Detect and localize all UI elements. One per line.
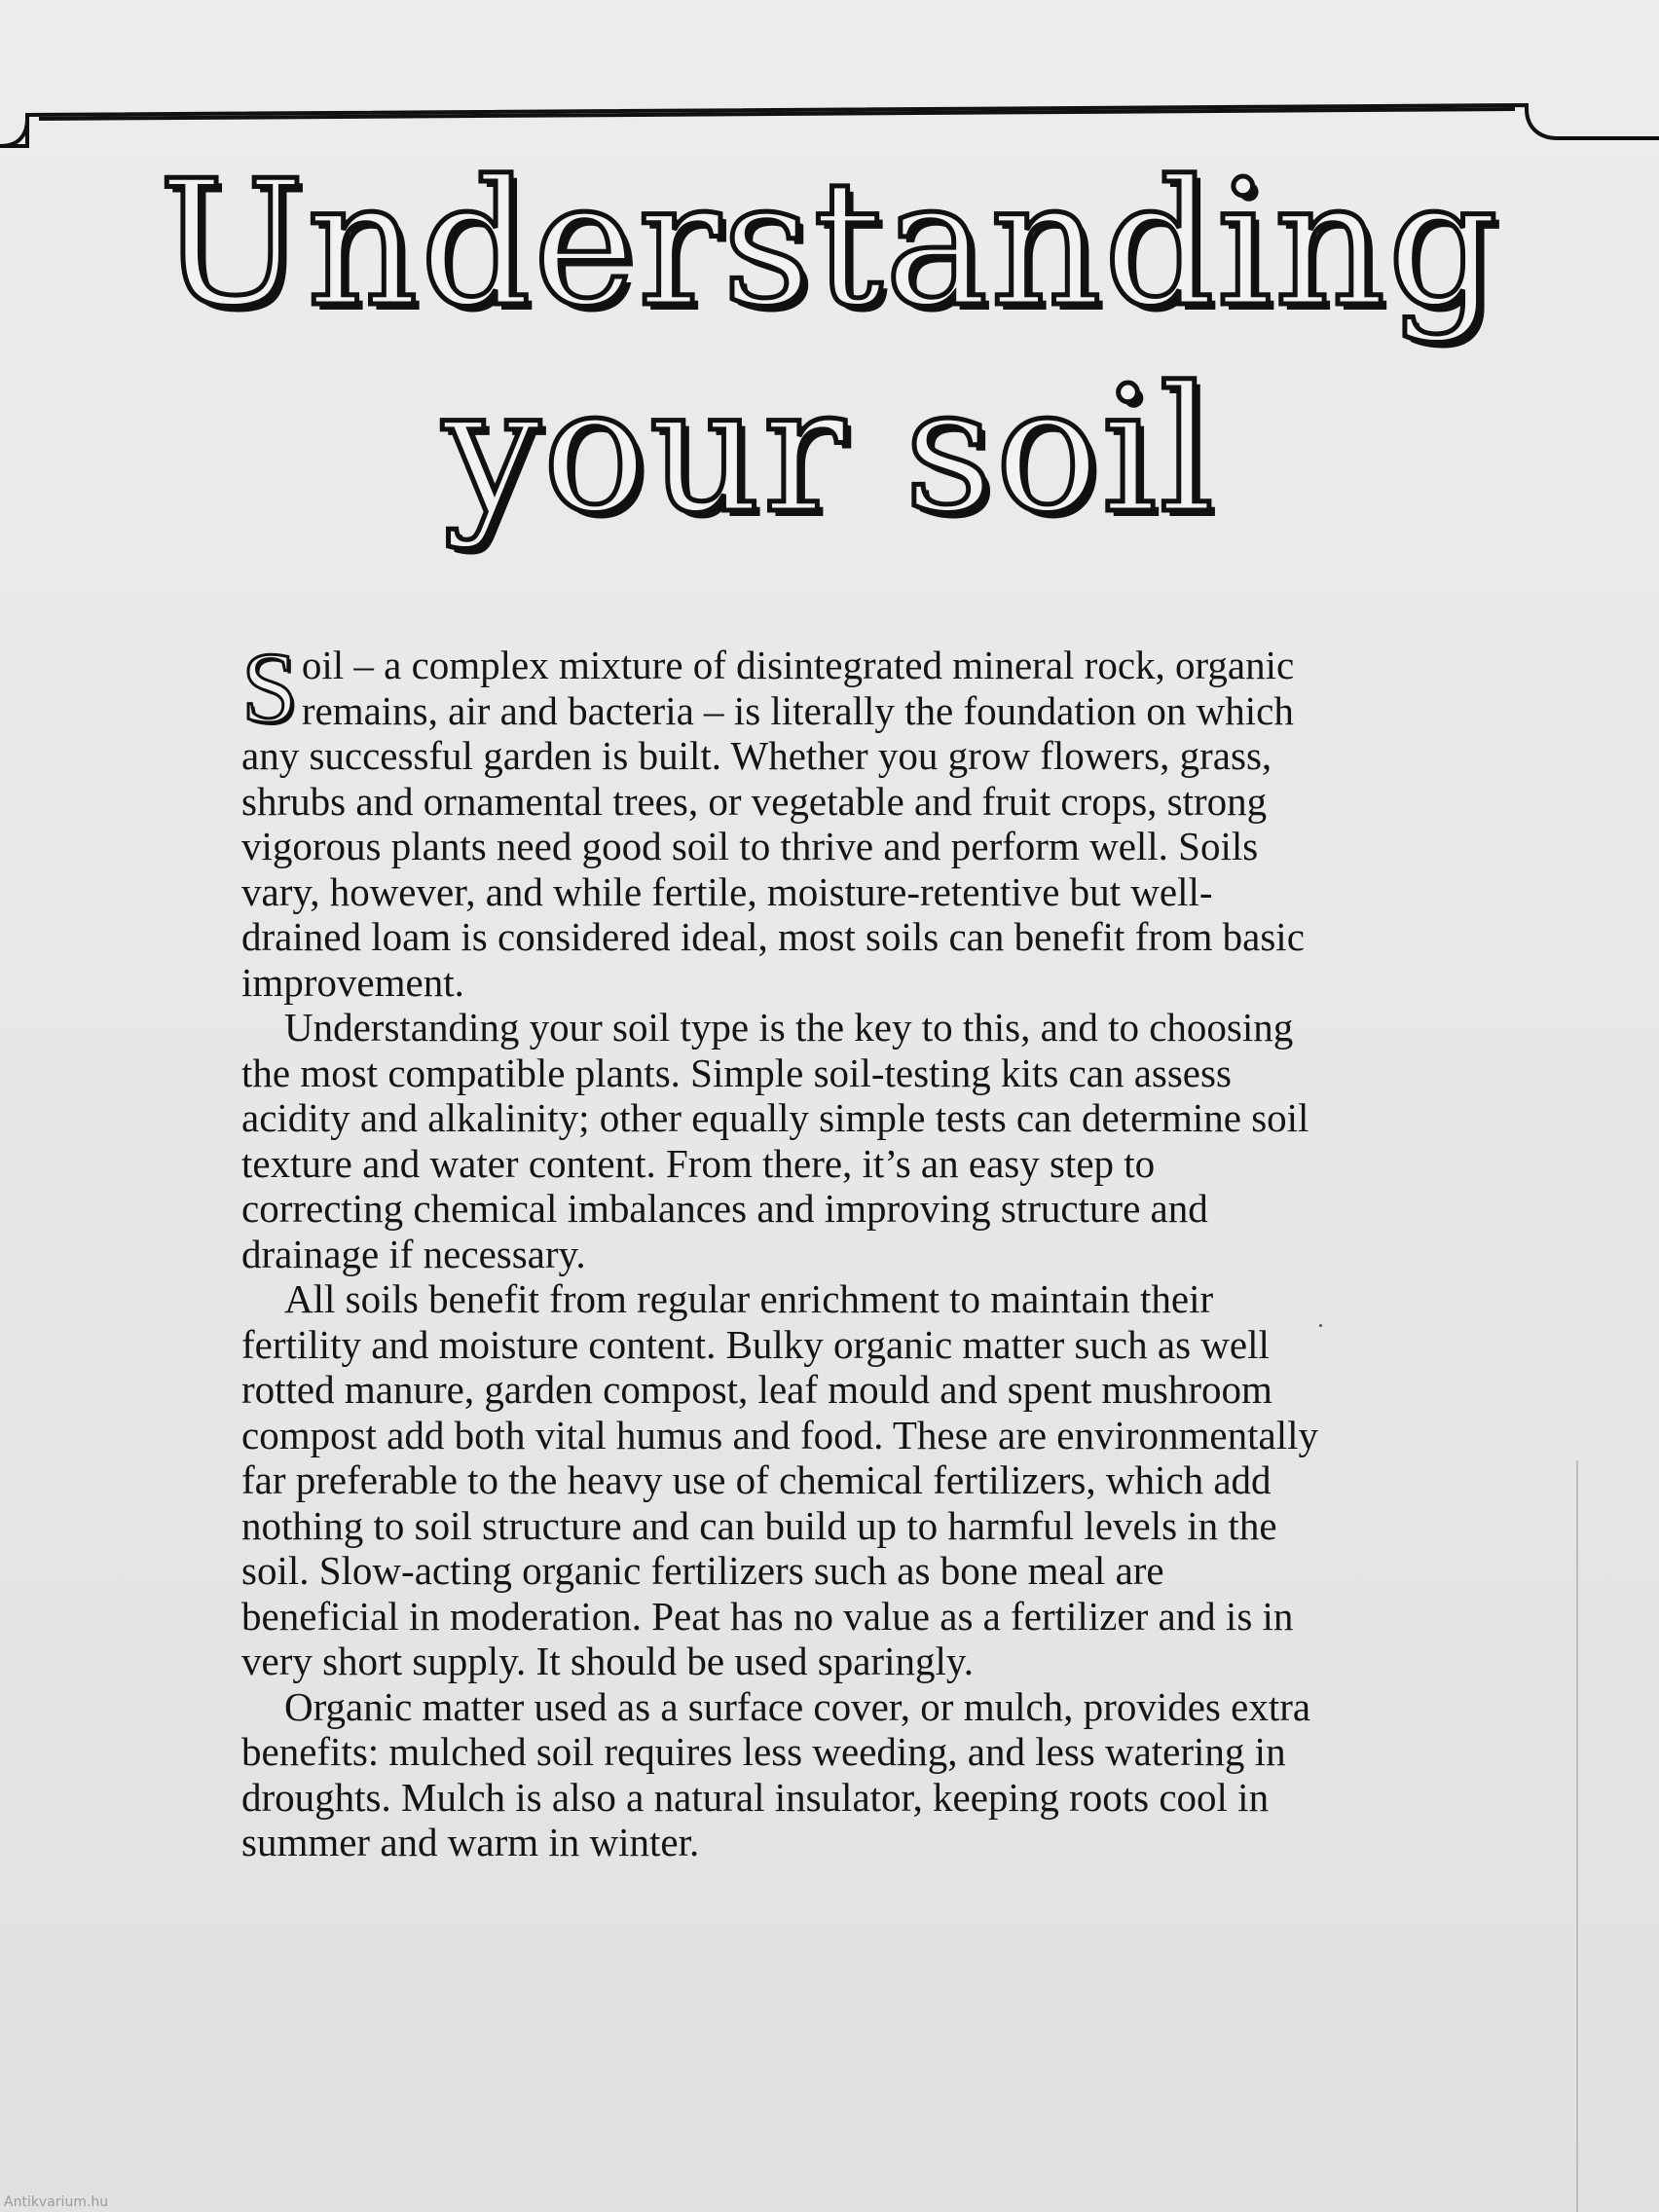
paragraph-1 bbox=[241, 632, 1322, 1005]
paragraph-1-text: oil – a complex mixture of disintegrated mineral rock, organic remains, air and bacteria – is literally the foundation on which any successful garden is built. Whether you grow flowers, grass, shrubs and ornamental trees, or vegetable and fruit crops, strong vigorous plants need good soil to thrive and perform well. Soils vary, however, and while fertile, moisture-retentive but well-drained loam is considered ideal, most soils can benefit from basic improvement. bbox=[241, 643, 1305, 1005]
print-speck bbox=[1319, 1324, 1322, 1327]
paragraph-3: All soils benefit from regular enrichment to maintain their fertility and moisture content. Bulky organic matter such as well rotted manure, garden compost, leaf mould and spent mushroom compost add both vital humus and food. These are environmentally far preferable to the heavy use of chemical fertilizers, which add nothing to soil structure and can build up to harmful levels in the soil. Slow-acting organic fertilizers such as bone meal are beneficial in moderation. Peat has no value as a fertilizer and is in very short supply. It should be used sparingly. bbox=[241, 1276, 1318, 1683]
article-body bbox=[241, 632, 1322, 1865]
watermark: Antikvarium.hu bbox=[4, 2194, 109, 2210]
drop-cap: S bbox=[241, 632, 298, 744]
title-line-2: your soil bbox=[442, 350, 1217, 552]
title-line-1: Understanding bbox=[158, 143, 1501, 346]
paragraph-2: Understanding your soil type is the key to this, and to choosing the most compatible plants. Simple soil-testing kits can assess acidity and alkalinity; other equally simple tests can determine soil texture and water content. From there, it’s an easy step to correcting chemical imbalances and improving structure and drainage if necessary. bbox=[241, 1005, 1309, 1276]
paragraph-4: Organic matter used as a surface cover, or mulch, provides extra benefits: mulched soil requires less weeding, and less watering in droughts. Mulch is also a natural insulator, keeping roots cool in summer and warm in winter. bbox=[241, 1683, 1311, 1864]
page-title bbox=[0, 143, 1659, 552]
